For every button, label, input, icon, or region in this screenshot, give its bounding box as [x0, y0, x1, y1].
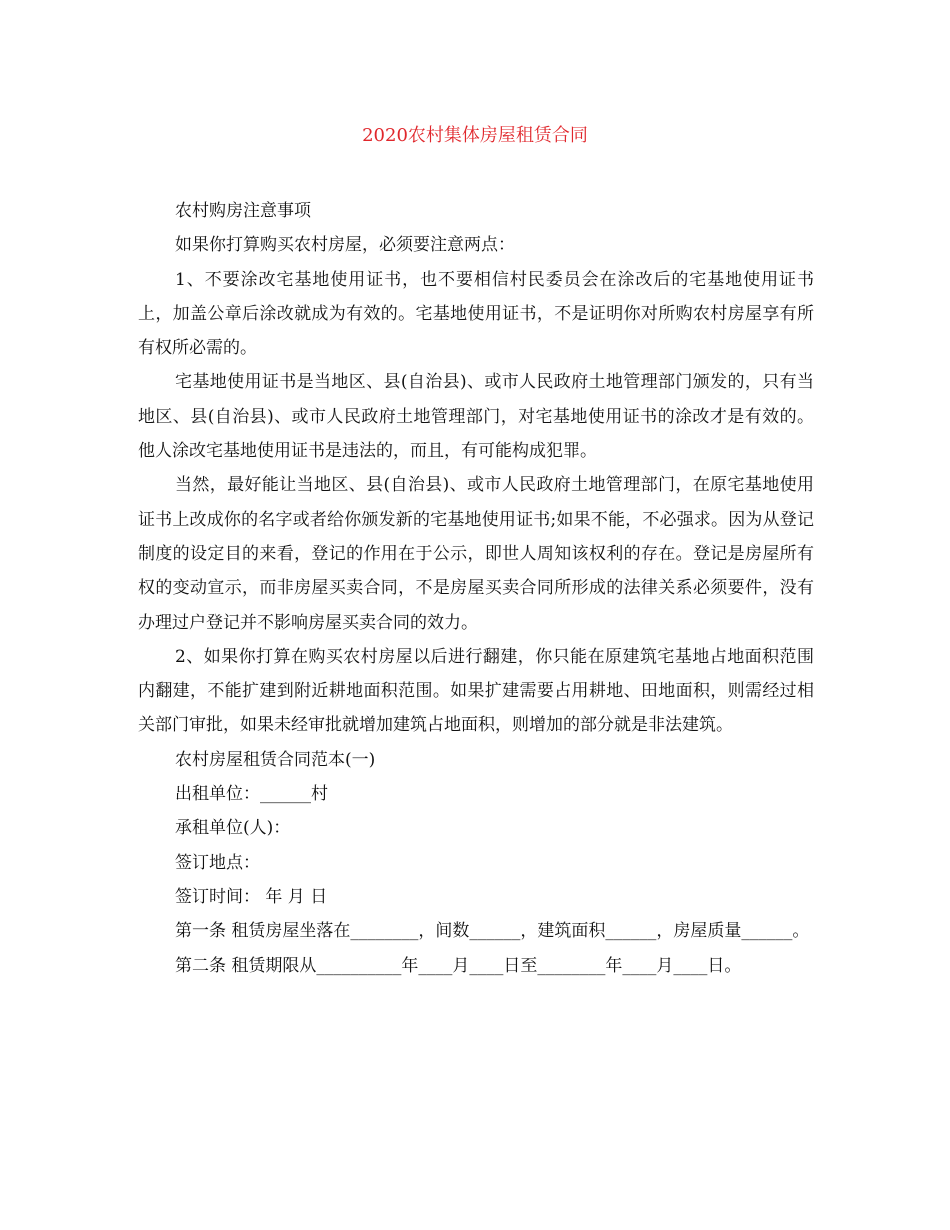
paragraph: 签订地点：: [175, 852, 260, 873]
paragraph: 出租单位：______村: [175, 784, 328, 805]
paragraph: 签订时间： 年 月 日: [175, 886, 328, 907]
paragraph: 如果你打算购买农村房屋，必须要注意两点：: [175, 235, 515, 256]
paragraph: 当然，最好能让当地区、县(自治县)、或市人民政府土地管理部门，在原宅基地使用证书上改成你的名字或者给你颁发新的宅基地使用证书;如果不能，不必强求。因为从登记制度的设定目的来看，登记的作用在于公示，即世人周知该权利的存在。登记是房屋所有权的变动宣示，而非房屋买卖合同，不是房屋买卖合同所形成的法律关系必须要件，没有办理过户登记并不影响房屋买卖合同的效力。: [138, 475, 814, 633]
paragraph: 农村房屋租赁合同范本(一): [175, 749, 376, 770]
paragraph: 宅基地使用证书是当地区、县(自治县)、或市人民政府土地管理部门颁发的，只有当地区、县(自治县)、或市人民政府土地管理部门，对宅基地使用证书的涂改才是有效的。他人涂改宅基地使用证书是违法的，而且，有可能构成犯罪。: [138, 372, 814, 462]
document-title: 2020农村集体房屋租赁合同: [362, 125, 588, 146]
paragraph: 第一条 租赁房屋坐落在________，间数______，建筑面积______，房屋质量______。: [175, 921, 810, 942]
paragraph: 第二条 租赁期限从__________年____月____日至________年____月____日。: [175, 955, 742, 976]
paragraph: 1、不要涂改宅基地使用证书，也不要相信村民委员会在涂改后的宅基地使用证书上，加盖公章后涂改就成为有效的。宅基地使用证书，不是证明你对所购农村房屋享有所有权所必需的。: [138, 269, 814, 359]
document-body: [138, 194, 814, 983]
paragraph: 承租单位(人)：: [175, 818, 291, 839]
paragraph: 农村购房注意事项: [175, 201, 311, 221]
paragraph: 2、如果你打算在购买农村房屋以后进行翻建，你只能在原建筑宅基地占地面积范围内翻建，不能扩建到附近耕地面积范围。如果扩建需要占用耕地、田地面积，则需经过相关部门审批，如果未经审批就增加建筑占地面积，则增加的部分就是非法建筑。: [138, 646, 814, 736]
